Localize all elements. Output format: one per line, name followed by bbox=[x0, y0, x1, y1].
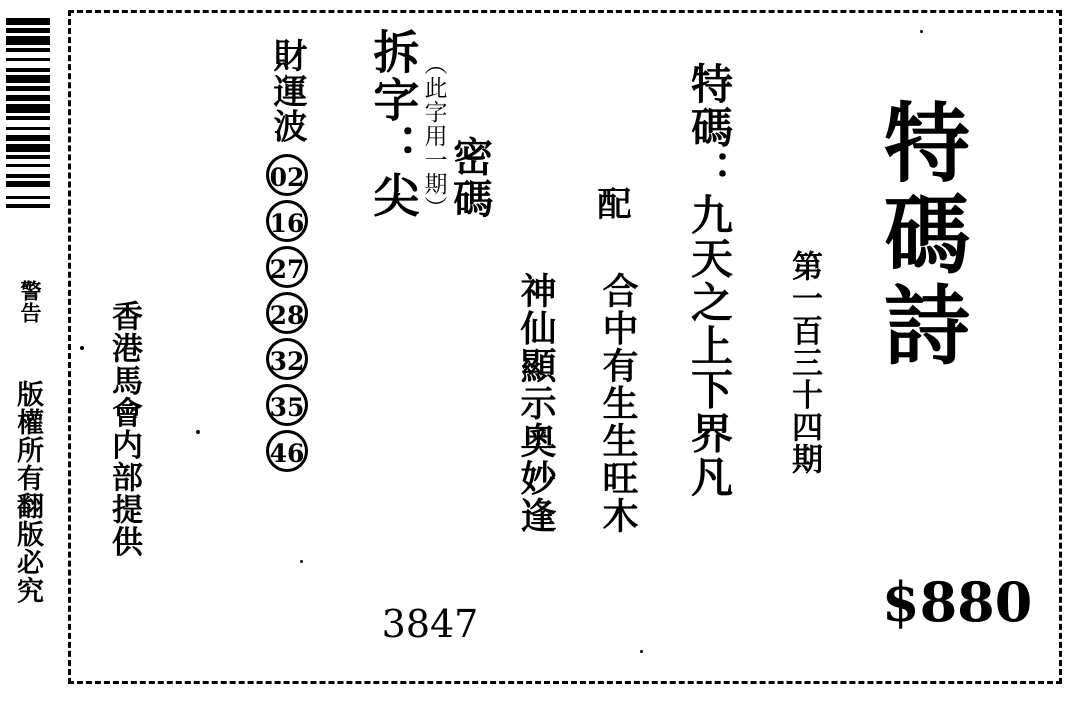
poem-line-3: 神仙顯示奧妙逢 bbox=[515, 272, 557, 535]
riddle-heading: 拆字：尖 bbox=[366, 28, 421, 220]
barcode-bar bbox=[6, 18, 50, 25]
barcode-bar bbox=[6, 104, 50, 113]
list-item: 27 bbox=[266, 246, 308, 288]
scan-speck bbox=[300, 560, 303, 563]
pair-character: 配 bbox=[591, 186, 631, 222]
riddle-note: （此字用一期） bbox=[420, 51, 447, 220]
barcode-bar bbox=[6, 68, 50, 72]
list-item: 02 bbox=[266, 154, 308, 196]
wave-number-list bbox=[252, 154, 322, 472]
scan-speck bbox=[920, 30, 923, 33]
barcode-bar bbox=[6, 204, 50, 208]
list-item: 32 bbox=[266, 338, 308, 380]
poem-line-1: 九天之上下界凡 bbox=[685, 193, 734, 499]
barcode-bar bbox=[6, 28, 50, 33]
barcode-bar bbox=[6, 174, 50, 178]
copyright-text: 版權所有翻版必究 bbox=[12, 380, 43, 605]
barcode-bar bbox=[6, 181, 50, 187]
barcode bbox=[6, 18, 50, 268]
barcode-bar bbox=[6, 127, 50, 130]
barcode-bar bbox=[6, 58, 50, 61]
barcode-bar bbox=[6, 144, 50, 152]
list-item: 28 bbox=[266, 292, 308, 334]
scan-speck bbox=[80, 346, 84, 350]
barcode-bar bbox=[6, 86, 50, 91]
wave-label: 財運波 bbox=[267, 38, 307, 145]
issue-number: 第一百三十四期 bbox=[786, 250, 822, 476]
list-item: 16 bbox=[266, 200, 308, 242]
poem-line-2: 合中有生生旺木 bbox=[597, 272, 639, 535]
barcode-bar bbox=[6, 116, 50, 120]
barcode-bar bbox=[6, 36, 50, 45]
list-item: 35 bbox=[266, 384, 308, 426]
barcode-bar bbox=[6, 196, 50, 199]
scan-speck bbox=[196, 430, 200, 434]
barcode-bar bbox=[6, 164, 50, 167]
riddle-tail-label: 密碼 bbox=[446, 136, 494, 220]
riddle-code: 3847 bbox=[381, 602, 479, 646]
riddle-column bbox=[366, 28, 494, 223]
special-code-line bbox=[685, 62, 734, 499]
price-label: $880 bbox=[882, 570, 1033, 634]
barcode-bar bbox=[6, 75, 50, 83]
barcode-bar bbox=[6, 95, 50, 101]
provider-text: 香港馬會内部提供 bbox=[106, 300, 142, 558]
special-label: 特碼： bbox=[685, 62, 734, 194]
scan-speck bbox=[640, 650, 643, 653]
wave-column bbox=[252, 38, 322, 476]
barcode-bar bbox=[6, 48, 50, 52]
list-item: 46 bbox=[266, 430, 308, 472]
warning-text: 警告 bbox=[18, 280, 43, 324]
barcode-bar bbox=[6, 135, 50, 141]
barcode-bar bbox=[6, 155, 50, 159]
page-title: 特碼詩 bbox=[869, 98, 970, 372]
